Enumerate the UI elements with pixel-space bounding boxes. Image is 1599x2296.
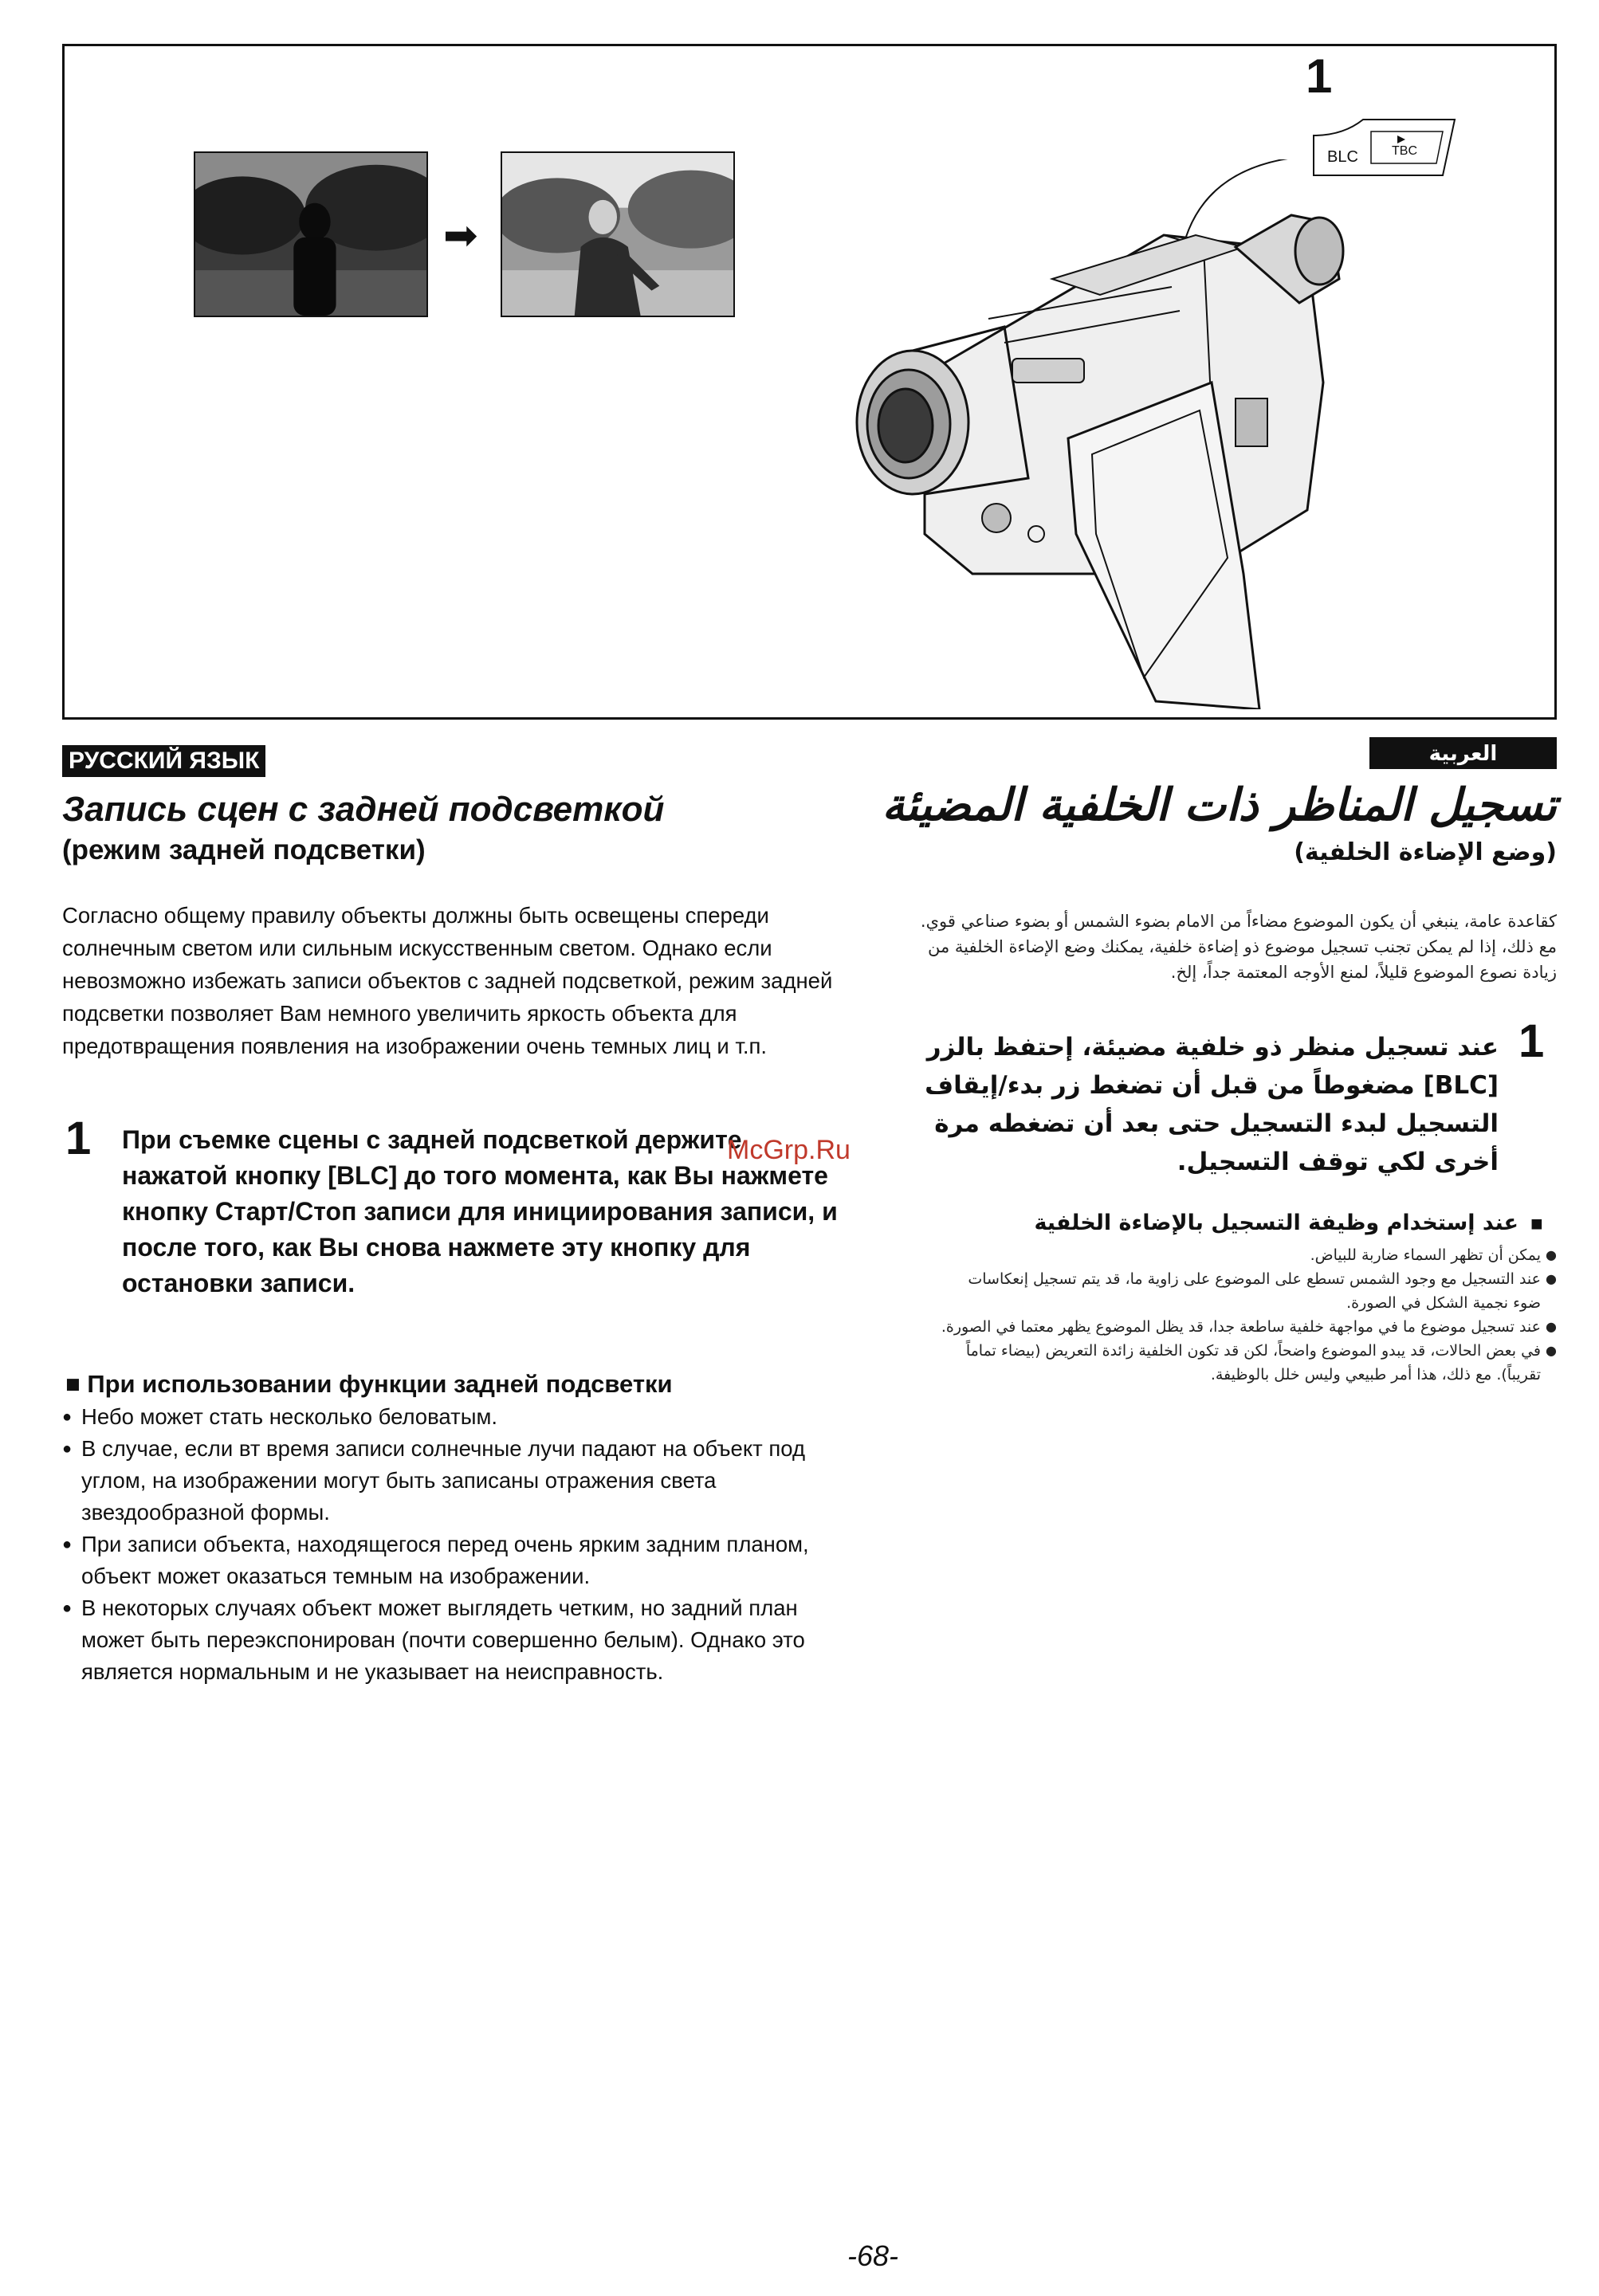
arabic-notes-list xyxy=(941,1243,1557,1387)
list-item: ● في بعض الحالات، قد يبدو الموضوع واضحاً، لكن قد تكون الخلفية زائدة التعريض (بيضاء تماماً تقريباً). مع ذلك، هذا أمر طبيعي وليس خلل بالوظيفة. xyxy=(941,1339,1557,1387)
page-number: -68- xyxy=(847,2239,899,2272)
arabic-intro: كقاعدة عامة، ينبغي أن يكون الموضوع مضاءاً من الامام بضوء الشمس أو بضوء صناعي قوي. مع ذلك، إذا لم يمكن تجنب تسجيل موضوع ذو إضاءة خلفية، يمكنك وضع الإضاءة الخلفية من زيادة نصوع الموضوع قليلاً، لمنع الأوجه المعتمة جداً، إلخ. xyxy=(920,912,1557,982)
russian-notes-list xyxy=(62,1401,827,1688)
list-item: ● عند التسجيل مع وجود الشمس تسطع على الموضوع على زاوية ما، قد يتم تسجيل إنعكاسات ضوء نجمية الشكل في الصورة. xyxy=(941,1267,1557,1315)
russian-language-tab: РУССКИЙ ЯЗЫК xyxy=(62,745,265,777)
list-item: ● В некоторых случаях объект может выглядеть четким, но задний план может быть переэкспонирован (почти совершенно белым). Однако это является нормальным и не указывает на неисправность. xyxy=(62,1592,827,1688)
photo-after-bright-subject xyxy=(501,151,735,317)
arrow-icon: ➡ xyxy=(443,213,478,259)
callout-number: 1 xyxy=(1306,49,1333,103)
list-item: ● При записи объекта, находящегося перед очень ярким задним планом, объект может оказаться темным на изображении. xyxy=(62,1529,827,1592)
list-item: ● عند تسجيل موضوع ما في مواجهة خلفية ساطعة جدا، قد يظل الموضوع يظهر معتما في الصورة. xyxy=(941,1315,1557,1339)
photo-before-dark-subject xyxy=(194,151,428,317)
tbc-button-label: TBC xyxy=(1392,144,1417,158)
russian-intro: Согласно общему правилу объекты должны быть освещены спереди солнечным светом или сильным искусственным светом. Однако если невозможно избежать записи объектов с задней подсветкой, режим задней подсветки позволяет Вам немного увеличить яркость объекта для предотвращения появления на изображении очень темных лиц и т.п. xyxy=(62,903,833,1058)
russian-title: Запись сцен с задней подсветкой xyxy=(62,790,665,829)
arabic-subtitle: (وضع الإضاءة الخلفية) xyxy=(1294,838,1557,866)
blc-button[interactable]: BLC xyxy=(1327,148,1358,166)
arabic-language-tab: العربية xyxy=(1369,737,1557,769)
russian-step-text: При съемке сцены с задней подсветкой держите нажатой кнопку [BLC] до того момента, как Вы нажмете кнопку Старт/Стоп записи для инициирования записи, и после того, как Вы снова нажмете эту кнопку для остановки записи. xyxy=(122,1125,838,1297)
list-item: ● يمكن أن تظهر السماء ضاربة للبياض. xyxy=(941,1243,1557,1267)
russian-notes-heading: ■ При использовании функции задней подсветки xyxy=(65,1370,673,1398)
arabic-notes-heading: عند إستخدام وظيفة التسجيل بالإضاءة الخلفية xyxy=(1034,1211,1518,1235)
list-item: ● Небо может стать несколько беловатым. xyxy=(62,1401,827,1433)
russian-step-number: 1 xyxy=(65,1113,92,1164)
russian-subtitle: (режим задней подсветки) xyxy=(62,834,426,865)
arabic-title: تسجيل المناظر ذات الخلفية المضيئة xyxy=(882,779,1557,831)
list-item: ● В случае, если вт время записи солнечные лучи падают на объект под углом, на изображении могут быть записаны отражения света звездообразной формы. xyxy=(62,1433,827,1529)
arabic-step-text: عند تسجيل منظر ذو خلفية مضيئة، إحتفظ بالزر [BLC] مضغوطاً من قبل أن تضغط زر بدء/إيقاف التسجيل لبدء التسجيل حتى بعد أن تضغطه مرة أخرى لكي توقف التسجيل. xyxy=(925,1033,1499,1176)
arabic-step-number: 1 xyxy=(1518,1015,1545,1067)
watermark: McGrp.Ru xyxy=(727,1135,851,1165)
camcorder-illustration xyxy=(829,159,1371,709)
arabic-notes-marker: ■ xyxy=(1530,1211,1543,1235)
